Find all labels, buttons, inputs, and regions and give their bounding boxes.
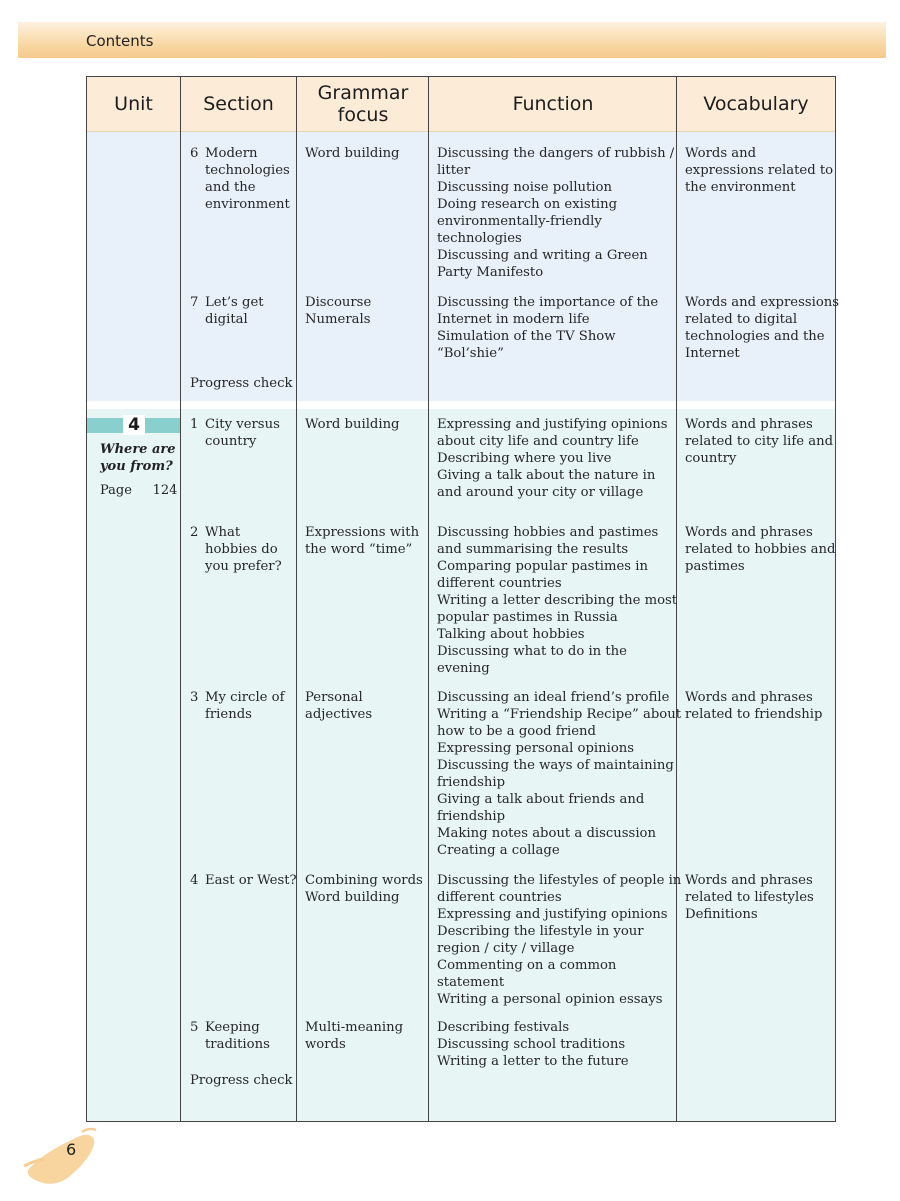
- function-cell: Expressing and justifying opinions about city life and country life Describing where you live Giving a talk about the nature in and around your city or village: [437, 417, 668, 500]
- vocabulary-cell: Words and phrases related to lifestyles Definitions: [685, 873, 814, 922]
- col-header-unit: Unit: [114, 93, 153, 115]
- grammar-cell: Multi-meaning words: [305, 1020, 404, 1052]
- section-cell: [190, 416, 280, 450]
- col-header-grammar: Grammar focus: [317, 82, 409, 126]
- section-number: 5: [190, 1020, 199, 1035]
- section-title: East or West?: [205, 873, 297, 888]
- section-title: What hobbies do you prefer?: [205, 525, 282, 574]
- col-header-section: Section: [203, 93, 274, 115]
- grammar-cell: Personal adjectives: [305, 690, 373, 722]
- section-title: Modern technologies and the environment: [205, 146, 290, 212]
- section-cell: [190, 689, 284, 723]
- vocabulary-cell: Words and expressions related to digital technologies and the Internet: [685, 295, 840, 361]
- section-number: 2: [190, 525, 199, 540]
- progress-check-2: Progress check: [190, 1073, 293, 1088]
- section-cell: [190, 872, 297, 889]
- section-cell: [190, 145, 290, 213]
- vocabulary-cell: Words and phrases related to friendship: [685, 690, 823, 722]
- function-cell: Discussing the importance of the Internet in modern life Simulation of the TV Show “Bol’shie”: [437, 295, 659, 361]
- section-cell: [190, 294, 264, 328]
- section-title: Keeping traditions: [205, 1020, 270, 1052]
- grammar-cell: Expressions with the word “time”: [305, 525, 420, 557]
- vocabulary-cell: Words and phrases related to hobbies and pastimes: [685, 525, 836, 574]
- grammar-cell: Discourse Numerals: [305, 295, 372, 327]
- function-cell: Discussing the lifestyles of people in different countries Expressing and justifying opinions Describing the lifestyle in your region / city / village Commenting on a common statement Writing a personal opinion essays: [437, 873, 682, 1007]
- function-cell: Discussing hobbies and pastimes and summarising the results Comparing popular pastimes in different countries Writing a letter describing the most popular pastimes in Russia Talking about hobbies Discussing what to do in the evening: [437, 525, 678, 676]
- section-title: Let’s get digital: [205, 295, 264, 327]
- section-title: City versus country: [205, 417, 280, 449]
- page-number: 6: [66, 1140, 77, 1159]
- contents-table: [86, 76, 840, 1122]
- page-header-title: Contents: [86, 32, 154, 50]
- col-header-vocabulary: Vocabulary: [703, 93, 809, 115]
- vocabulary-cell: Words and expressions related to the environment: [685, 146, 834, 195]
- grammar-cell: Combining words Word building: [305, 873, 423, 905]
- progress-check-1: Progress check: [190, 376, 293, 391]
- table-header: [87, 77, 835, 132]
- section-number: 6: [190, 146, 199, 161]
- function-cell: Describing festivals Discussing school traditions Writing a letter to the future: [437, 1020, 629, 1069]
- page-number-brush: [22, 1126, 102, 1188]
- section-number: 4: [190, 873, 199, 888]
- section-number: 3: [190, 690, 199, 705]
- unit-page-ref: Page 124: [100, 483, 178, 498]
- function-cell: Discussing the dangers of rubbish / litter Discussing noise pollution Doing research on existing environmentally-friendly technologies Discussing and writing a Green Party Manifesto: [437, 146, 675, 280]
- section-cell: [190, 524, 282, 575]
- grammar-cell: Word building: [305, 417, 400, 432]
- unit-number: 4: [123, 415, 145, 435]
- section-cell: [190, 1019, 270, 1053]
- section-number: 7: [190, 295, 199, 310]
- vocabulary-cell: Words and phrases related to city life and country: [685, 417, 834, 466]
- section-title: My circle of friends: [205, 690, 285, 722]
- unit-title: Where are you from?: [100, 442, 176, 474]
- col-header-function: Function: [512, 93, 594, 115]
- function-cell: Discussing an ideal friend’s profile Writing a “Friendship Recipe” about how to be a good friend Expressing personal opinions Discussing the ways of maintaining friendship Giving a talk about friends and friendship Making notes about a discussion Creating a collage: [437, 690, 682, 858]
- grammar-cell: Word building: [305, 146, 400, 161]
- header-bar: [18, 22, 886, 58]
- section-number: 1: [190, 417, 199, 432]
